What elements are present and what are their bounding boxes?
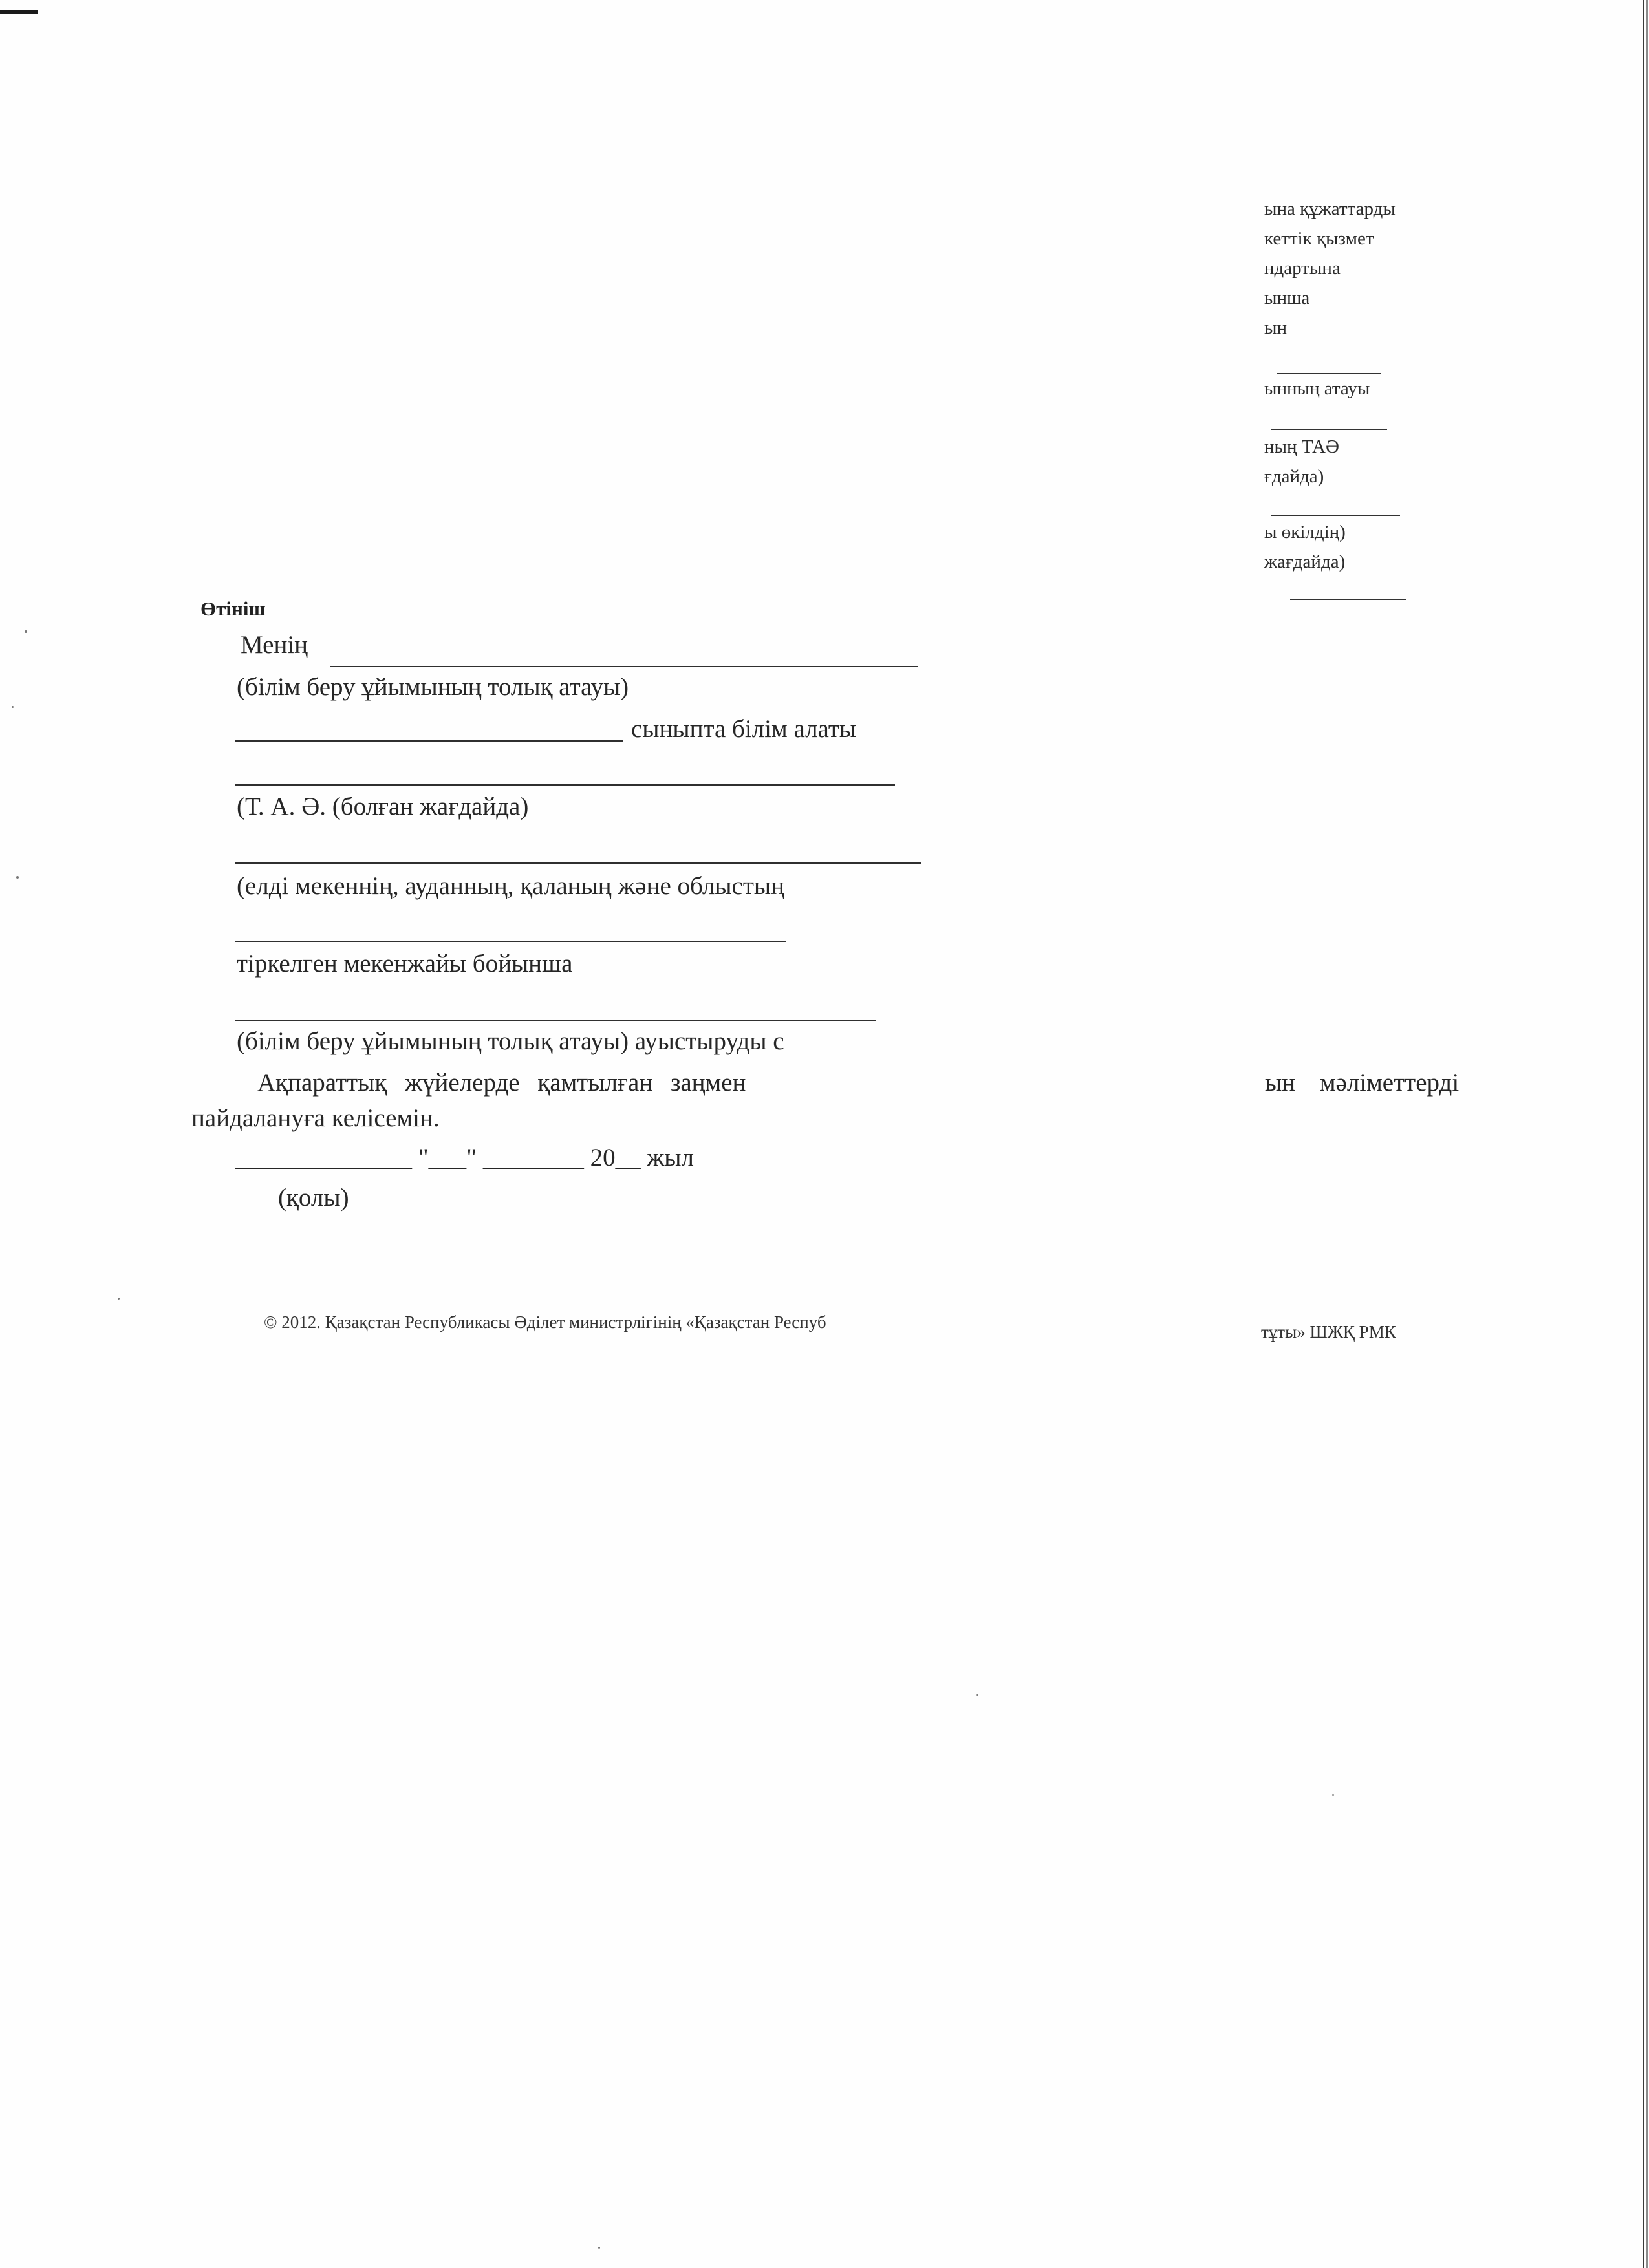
body-line-7: (елді мекеннің, ауданның, қаланың және облыстың: [237, 872, 784, 900]
scan-speck: [976, 1694, 978, 1696]
header-line: жағдайда): [1264, 551, 1346, 572]
scan-speck: [12, 706, 14, 708]
body-line-9: тіркелген мекенжайы бойынша: [237, 950, 573, 978]
body-line-3: сыныпта білім алаты: [631, 715, 857, 743]
fill-blank: [330, 666, 918, 667]
fill-blank: [235, 941, 786, 942]
header-line: ндартына: [1264, 258, 1341, 279]
scan-speck: [16, 876, 19, 879]
body-line-1: Менің: [241, 631, 308, 659]
consent-text-part2: ын мәліметтерді: [1265, 1069, 1460, 1097]
consent-text-part1: Ақпараттық жүйелерде қамтылған заңмен: [257, 1069, 746, 1097]
scan-edge: [1643, 0, 1644, 2268]
header-line: ғдайда): [1264, 466, 1324, 487]
body-line-5: (Т. А. Ә. (болған жағдайда): [237, 793, 529, 820]
signature-label: (қолы): [278, 1184, 349, 1212]
consent-text-line2: пайдалануға келісемін.: [191, 1104, 440, 1132]
header-rule: [1290, 599, 1406, 600]
scan-speck: [118, 1298, 120, 1300]
scan-speck: [598, 2247, 600, 2249]
fill-blank: [235, 1020, 876, 1021]
scan-speck: [25, 630, 27, 633]
scan-mark: [0, 10, 38, 14]
scan-edge: [1646, 0, 1648, 2268]
fill-blank: [235, 862, 921, 864]
header-line: ына құжаттарды: [1264, 198, 1396, 219]
footer-left: © 2012. Қазақстан Республикасы Әділет министрлігінің «Қазақстан Респуб: [264, 1312, 826, 1332]
header-line: ы өкілдің): [1264, 522, 1346, 542]
header-rule: [1271, 515, 1400, 516]
body-line-11: (білім беру ұйымының толық атауы) ауыстыруды с: [237, 1027, 784, 1055]
scan-speck: [1332, 1794, 1334, 1796]
header-line: ынның атауы: [1264, 378, 1370, 399]
header-line: кеттік қызмет: [1264, 228, 1374, 249]
date-line: ______________ "___" ________ 20__ жыл: [235, 1144, 694, 1171]
fill-blank: [235, 740, 623, 742]
document-title: Өтініш: [200, 597, 266, 620]
footer-right: тұты» ШЖҚ РМК: [1261, 1322, 1396, 1342]
header-line: ынша: [1264, 288, 1310, 308]
header-line: ның ТАӘ: [1264, 436, 1339, 457]
header-rule: [1271, 429, 1387, 430]
body-line-2: (білім беру ұйымының толық атауы): [237, 673, 629, 701]
header-line: ын: [1264, 317, 1288, 338]
fill-blank: [235, 784, 895, 786]
